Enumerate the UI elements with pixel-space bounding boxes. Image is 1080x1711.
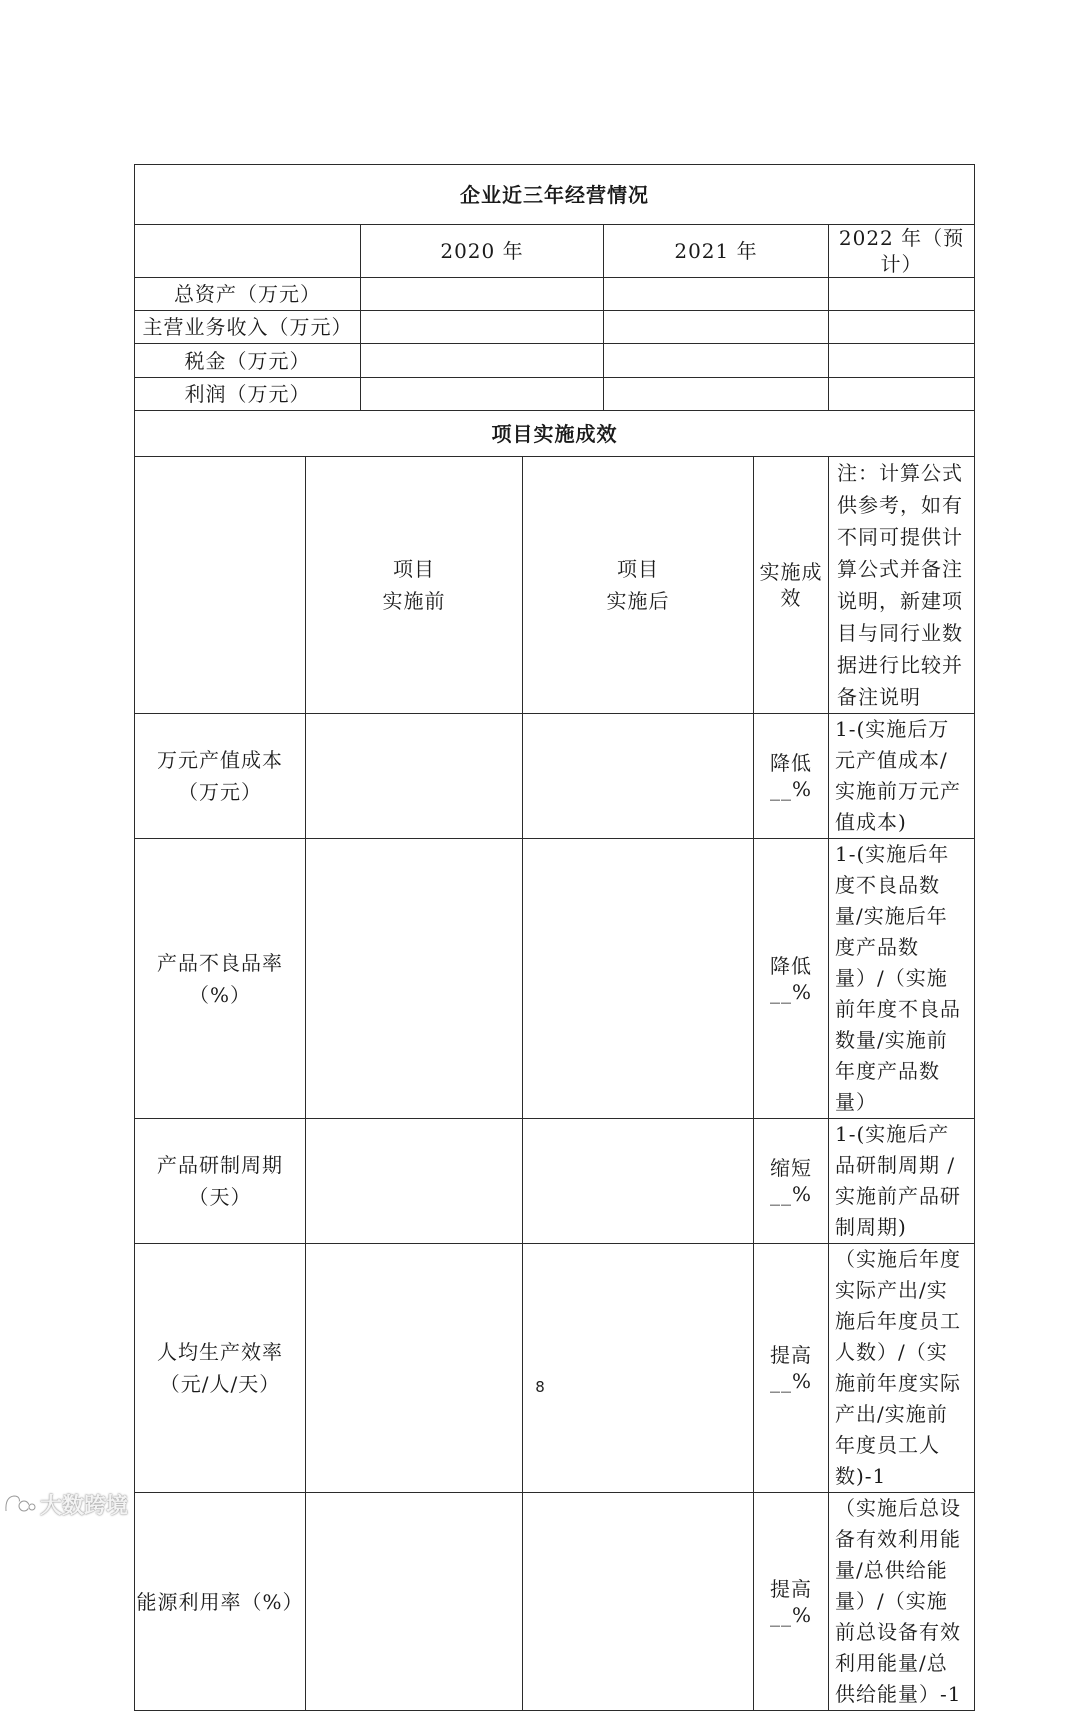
header-note: 注：计算公式供参考，如有不同可提供计算公式并备注说明，新建项目与同行业数据进行比较并备注说明 <box>829 457 975 714</box>
metric-label-line1: 产品不良品率 <box>157 950 283 975</box>
metric-label-line1: 能源利用率（%） <box>136 1589 304 1614</box>
row-label-total-assets: 总资产（万元） <box>135 278 361 311</box>
input-cell[interactable] <box>604 278 829 311</box>
input-cell[interactable] <box>361 278 604 311</box>
metric-label-line1: 人均生产效率 <box>157 1340 283 1364</box>
input-cell[interactable] <box>361 344 604 378</box>
section-title-operations: 企业近三年经营情况 <box>135 165 975 225</box>
metric-label <box>135 1493 306 1711</box>
metric-effect: 提高__% <box>754 1493 829 1711</box>
metric-label <box>135 1119 306 1244</box>
input-cell[interactable] <box>306 714 523 839</box>
metric-label-line2: （天） <box>188 1185 252 1209</box>
input-cell[interactable] <box>604 311 829 344</box>
input-cell[interactable] <box>523 1119 754 1244</box>
page-number: 8 <box>535 1378 545 1396</box>
metric-label <box>135 714 306 839</box>
input-cell[interactable] <box>306 839 523 1119</box>
header-before-line2: 实施前 <box>382 589 446 613</box>
section-title-effects: 项目实施成效 <box>135 411 975 457</box>
input-cell[interactable] <box>604 378 829 411</box>
row-label-main-revenue: 主营业务收入（万元） <box>135 311 361 344</box>
watermark <box>2 1488 128 1520</box>
input-cell[interactable] <box>523 714 754 839</box>
brand-logo-icon <box>2 1491 36 1517</box>
metric-label-line2: （%） <box>188 982 251 1007</box>
watermark-text: 大数跨境 <box>40 1493 129 1519</box>
metric-effect: 降低__% <box>754 714 829 839</box>
input-cell[interactable] <box>361 311 604 344</box>
input-cell[interactable] <box>829 311 975 344</box>
application-form-table <box>134 164 975 1711</box>
header-before-line1: 项目 <box>393 557 435 581</box>
input-cell[interactable] <box>604 344 829 378</box>
input-cell[interactable] <box>829 344 975 378</box>
year-header-2021: 2021 年 <box>604 225 829 278</box>
input-cell[interactable] <box>523 1493 754 1711</box>
year-header-blank <box>135 225 361 278</box>
metric-effect: 提高__% <box>754 1244 829 1493</box>
metric-formula: （实施后年度实际产出/实施后年度员工人数）/（实施前年度实际产出/实施前年度员工人数)-1 <box>829 1244 975 1493</box>
metric-label <box>135 839 306 1119</box>
header-after-line2: 实施后 <box>606 589 670 613</box>
header-after-line1: 项目 <box>617 557 659 581</box>
input-cell[interactable] <box>306 1493 523 1711</box>
row-label-profit: 利润（万元） <box>135 378 361 411</box>
input-cell[interactable] <box>829 278 975 311</box>
input-cell[interactable] <box>361 378 604 411</box>
header-after <box>523 457 754 714</box>
metric-formula: 1-(实施后年度不良品数量/实施后年度产品数量）/（实施前年度不良品数量/实施前年度产品数量） <box>829 839 975 1119</box>
metric-label <box>135 1244 306 1493</box>
metric-formula: （实施后总设备有效利用能量/总供给能量）/（实施前总设备有效利用能量/总供给能量）-1 <box>829 1493 975 1711</box>
metric-label-line1: 万元产值成本 <box>157 748 283 772</box>
effects-header-blank <box>135 457 306 714</box>
input-cell[interactable] <box>306 1244 523 1493</box>
header-effect: 实施成效 <box>754 457 829 714</box>
metric-effect: 降低__% <box>754 839 829 1119</box>
year-header-2020: 2020 年 <box>361 225 604 278</box>
metric-formula: 1-(实施后产品研制周期 / 实施前产品研制周期) <box>829 1119 975 1244</box>
metric-formula: 1-(实施后万元产值成本/实施前万元产值成本) <box>829 714 975 839</box>
metric-label-line2: （元/人/天） <box>159 1372 281 1396</box>
input-cell[interactable] <box>829 378 975 411</box>
input-cell[interactable] <box>306 1119 523 1244</box>
row-label-tax: 税金（万元） <box>135 344 361 378</box>
header-before <box>306 457 523 714</box>
input-cell[interactable] <box>523 1244 754 1493</box>
metric-label-line1: 产品研制周期 <box>157 1153 283 1177</box>
input-cell[interactable] <box>523 839 754 1119</box>
metric-effect: 缩短__% <box>754 1119 829 1244</box>
metric-label-line2: （万元） <box>178 780 262 804</box>
year-header-2022: 2022 年（预计） <box>829 225 975 278</box>
